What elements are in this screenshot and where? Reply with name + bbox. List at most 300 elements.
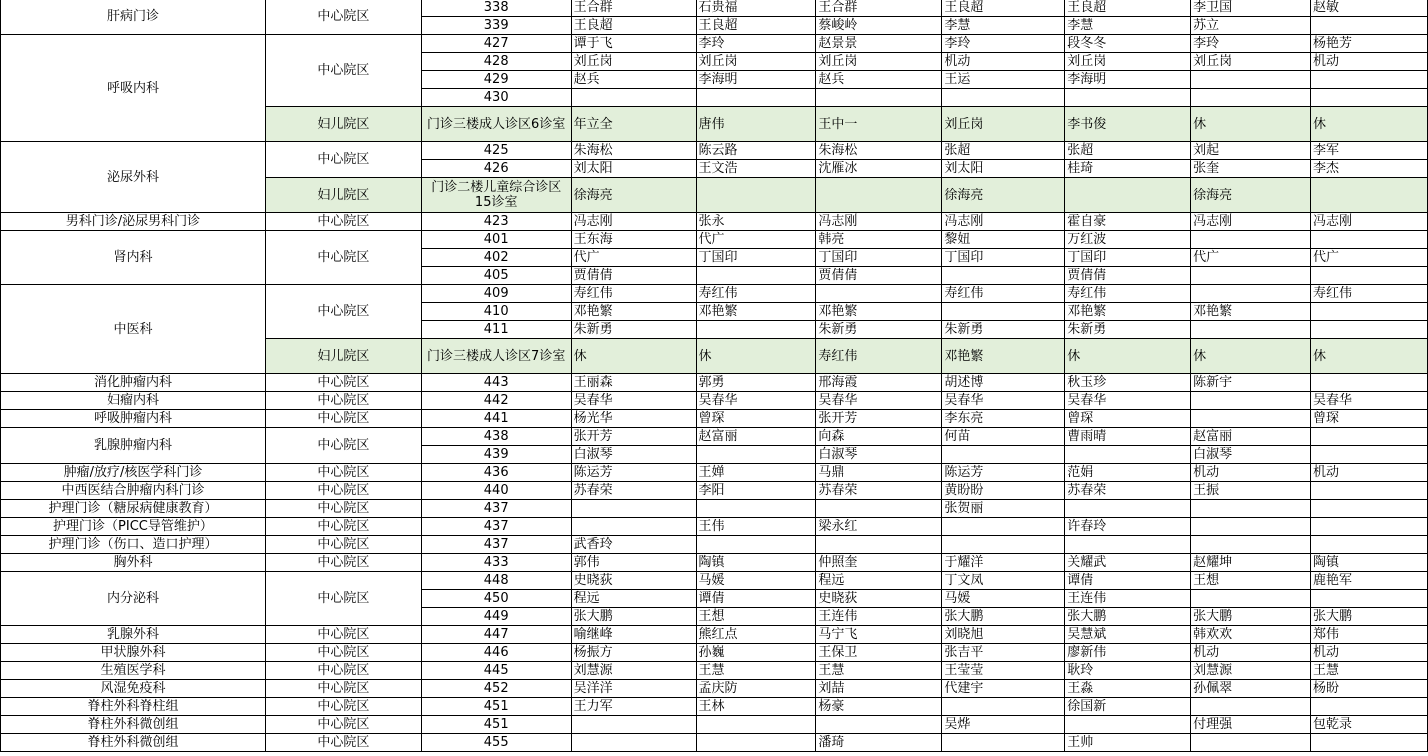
table-cell[interactable]: 中心院区: [265, 482, 421, 500]
table-cell[interactable]: 孙佩翠: [1191, 680, 1311, 698]
table-cell[interactable]: 王林: [696, 698, 816, 716]
table-cell[interactable]: 机动: [1311, 464, 1428, 482]
table-cell[interactable]: [571, 518, 696, 536]
table-cell[interactable]: 中心院区: [265, 536, 421, 554]
table-cell[interactable]: [1065, 716, 1191, 734]
table-cell[interactable]: 437: [421, 518, 571, 536]
table-cell[interactable]: [1191, 500, 1311, 518]
table-cell[interactable]: [942, 446, 1065, 464]
table-cell[interactable]: 中心院区: [265, 231, 421, 285]
table-cell[interactable]: 张吉平: [942, 644, 1065, 662]
table-cell[interactable]: [1311, 590, 1428, 608]
table-cell[interactable]: 休: [1065, 339, 1191, 374]
table-cell[interactable]: 王运: [942, 71, 1065, 89]
table-cell[interactable]: 中心院区: [265, 716, 421, 734]
table-cell[interactable]: 甲状腺外科: [1, 644, 266, 662]
table-cell[interactable]: 中心院区: [265, 734, 421, 752]
table-cell[interactable]: 中心院区: [265, 0, 421, 35]
table-cell[interactable]: [1311, 231, 1428, 249]
table-cell[interactable]: 邓艳繁: [571, 303, 696, 321]
table-cell[interactable]: 中心院区: [265, 213, 421, 231]
table-cell[interactable]: 胡述博: [942, 374, 1065, 392]
table-cell[interactable]: 张奎: [1191, 160, 1311, 178]
table-cell[interactable]: [942, 89, 1065, 107]
table-cell[interactable]: 王帅: [1065, 734, 1191, 752]
table-cell[interactable]: 徐国新: [1065, 698, 1191, 716]
table-cell[interactable]: [1311, 482, 1428, 500]
table-cell[interactable]: [1311, 536, 1428, 554]
table-cell[interactable]: 王文浩: [696, 160, 816, 178]
table-cell[interactable]: 朱海松: [571, 142, 696, 160]
table-cell[interactable]: 王想: [696, 608, 816, 626]
table-cell[interactable]: [1191, 89, 1311, 107]
table-cell[interactable]: 肝病门诊: [1, 0, 266, 35]
table-cell[interactable]: 刘喆: [816, 680, 942, 698]
table-cell[interactable]: 寿红伟: [816, 339, 942, 374]
table-cell[interactable]: 452: [421, 680, 571, 698]
table-cell[interactable]: 脊柱外科微创组: [1, 716, 266, 734]
table-cell[interactable]: 护理门诊（糖尿病健康教育）: [1, 500, 266, 518]
table-cell[interactable]: [696, 321, 816, 339]
table-cell[interactable]: [816, 500, 942, 518]
table-cell[interactable]: 李海明: [696, 71, 816, 89]
table-cell[interactable]: 脊柱外科微创组: [1, 734, 266, 752]
table-cell[interactable]: [571, 89, 696, 107]
table-cell[interactable]: [696, 446, 816, 464]
table-cell[interactable]: 代广: [1191, 249, 1311, 267]
table-cell[interactable]: 呼吸内科: [1, 35, 266, 142]
table-cell[interactable]: 喻继峰: [571, 626, 696, 644]
table-cell[interactable]: 休: [1311, 339, 1428, 374]
table-cell[interactable]: 王伟: [696, 518, 816, 536]
table-cell[interactable]: 455: [421, 734, 571, 752]
table-cell[interactable]: 曾琛: [696, 410, 816, 428]
table-cell[interactable]: 440: [421, 482, 571, 500]
table-cell[interactable]: 中心院区: [265, 35, 421, 107]
table-cell[interactable]: 441: [421, 410, 571, 428]
table-cell[interactable]: 寿红伟: [571, 285, 696, 303]
table-cell[interactable]: 张超: [942, 142, 1065, 160]
table-cell[interactable]: [1065, 178, 1191, 213]
table-cell[interactable]: 邓艳繁: [1191, 303, 1311, 321]
table-cell[interactable]: 433: [421, 554, 571, 572]
table-cell[interactable]: [942, 518, 1065, 536]
table-cell[interactable]: 刘太阳: [571, 160, 696, 178]
table-cell[interactable]: 428: [421, 53, 571, 71]
table-cell[interactable]: 436: [421, 464, 571, 482]
table-cell[interactable]: 中心院区: [265, 410, 421, 428]
table-cell[interactable]: 赵富丽: [696, 428, 816, 446]
table-cell[interactable]: [816, 285, 942, 303]
table-cell[interactable]: 中心院区: [265, 142, 421, 178]
table-cell[interactable]: [1311, 71, 1428, 89]
table-cell[interactable]: 肾内科: [1, 231, 266, 285]
table-cell[interactable]: 448: [421, 572, 571, 590]
table-cell[interactable]: 寿红伟: [696, 285, 816, 303]
table-cell[interactable]: 425: [421, 142, 571, 160]
table-cell[interactable]: 谭倩: [1065, 572, 1191, 590]
table-cell[interactable]: [1311, 500, 1428, 518]
table-cell[interactable]: 范娟: [1065, 464, 1191, 482]
table-cell[interactable]: 肿瘤/放疗/核医学科门诊: [1, 464, 266, 482]
table-cell[interactable]: 邓艳繁: [696, 303, 816, 321]
table-cell[interactable]: 王连伟: [1065, 590, 1191, 608]
table-cell[interactable]: 刘太阳: [942, 160, 1065, 178]
table-cell[interactable]: 中心院区: [265, 572, 421, 626]
table-cell[interactable]: 朱新勇: [942, 321, 1065, 339]
table-cell[interactable]: 赵景景: [816, 35, 942, 53]
table-cell[interactable]: 程远: [816, 572, 942, 590]
table-cell[interactable]: [1311, 374, 1428, 392]
table-cell[interactable]: 脊柱外科脊柱组: [1, 698, 266, 716]
table-cell[interactable]: 中心院区: [265, 464, 421, 482]
table-cell[interactable]: 妇儿院区: [265, 178, 421, 213]
table-cell[interactable]: [1065, 500, 1191, 518]
table-cell[interactable]: [816, 178, 942, 213]
table-cell[interactable]: [942, 698, 1065, 716]
table-cell[interactable]: 生殖医学科: [1, 662, 266, 680]
table-cell[interactable]: 446: [421, 644, 571, 662]
table-cell[interactable]: 蔡峻岭: [816, 17, 942, 35]
table-cell[interactable]: 张超: [1065, 142, 1191, 160]
table-cell[interactable]: 杨振方: [571, 644, 696, 662]
table-cell[interactable]: 于耀洋: [942, 554, 1065, 572]
table-cell[interactable]: [1191, 590, 1311, 608]
table-cell[interactable]: 刘慧源: [571, 662, 696, 680]
table-cell[interactable]: 朱海松: [816, 142, 942, 160]
table-cell[interactable]: 李慧: [942, 17, 1065, 35]
table-cell[interactable]: 李玲: [942, 35, 1065, 53]
table-cell[interactable]: 熊红点: [696, 626, 816, 644]
table-cell[interactable]: 韩欢欢: [1191, 626, 1311, 644]
table-cell[interactable]: 代建宇: [942, 680, 1065, 698]
table-cell[interactable]: 邢海霞: [816, 374, 942, 392]
table-cell[interactable]: 李玲: [696, 35, 816, 53]
table-cell[interactable]: 王良超: [571, 17, 696, 35]
table-cell[interactable]: 中心院区: [265, 662, 421, 680]
table-cell[interactable]: 杨光华: [571, 410, 696, 428]
table-cell[interactable]: 张大鹏: [571, 608, 696, 626]
table-cell[interactable]: [1191, 518, 1311, 536]
table-cell[interactable]: [816, 89, 942, 107]
table-cell[interactable]: 王良超: [1065, 0, 1191, 17]
table-cell[interactable]: 韩亮: [816, 231, 942, 249]
table-cell[interactable]: 423: [421, 213, 571, 231]
table-cell[interactable]: 437: [421, 500, 571, 518]
table-cell[interactable]: 刘晓旭: [942, 626, 1065, 644]
table-cell[interactable]: [1311, 446, 1428, 464]
table-cell[interactable]: [1065, 536, 1191, 554]
table-cell[interactable]: 泌尿外科: [1, 142, 266, 213]
table-cell[interactable]: 中心院区: [265, 428, 421, 464]
table-cell[interactable]: 刘丘岗: [1065, 53, 1191, 71]
table-cell[interactable]: 中心院区: [265, 500, 421, 518]
table-cell[interactable]: 426: [421, 160, 571, 178]
table-cell[interactable]: [1191, 231, 1311, 249]
table-cell[interactable]: 刘丘岗: [816, 53, 942, 71]
table-cell[interactable]: 405: [421, 267, 571, 285]
table-cell[interactable]: 赵兵: [571, 71, 696, 89]
table-cell[interactable]: 445: [421, 662, 571, 680]
table-cell[interactable]: 休: [1191, 107, 1311, 142]
table-cell[interactable]: [1065, 89, 1191, 107]
table-cell[interactable]: 赵敏: [1311, 0, 1428, 17]
table-cell[interactable]: 陈运芳: [571, 464, 696, 482]
table-cell[interactable]: 中西医结合肿瘤内科门诊: [1, 482, 266, 500]
table-cell[interactable]: 贾倩倩: [816, 267, 942, 285]
table-cell[interactable]: 武香玲: [571, 536, 696, 554]
table-cell[interactable]: 霍自豪: [1065, 213, 1191, 231]
table-cell[interactable]: 护理门诊（伤口、造口护理）: [1, 536, 266, 554]
table-cell[interactable]: [1311, 178, 1428, 213]
table-cell[interactable]: 王想: [1191, 572, 1311, 590]
table-cell[interactable]: 李慧: [1065, 17, 1191, 35]
table-cell[interactable]: 孙巍: [696, 644, 816, 662]
table-cell[interactable]: 王连伟: [816, 608, 942, 626]
table-cell[interactable]: 万红波: [1065, 231, 1191, 249]
table-cell[interactable]: 门诊三楼成人诊区6诊室: [421, 107, 571, 142]
table-cell[interactable]: 朱新勇: [571, 321, 696, 339]
table-cell[interactable]: [696, 734, 816, 752]
table-cell[interactable]: 王丽森: [571, 374, 696, 392]
table-cell[interactable]: 杨艳芳: [1311, 35, 1428, 53]
table-cell[interactable]: [696, 267, 816, 285]
table-cell[interactable]: [696, 178, 816, 213]
table-cell[interactable]: 谭倩: [696, 590, 816, 608]
table-cell[interactable]: 杨盼: [1311, 680, 1428, 698]
table-cell[interactable]: [1191, 698, 1311, 716]
table-cell[interactable]: [1191, 321, 1311, 339]
table-cell[interactable]: 风湿免疫科: [1, 680, 266, 698]
table-cell[interactable]: 中心院区: [265, 644, 421, 662]
table-cell[interactable]: 王莹莹: [942, 662, 1065, 680]
table-cell[interactable]: [1311, 303, 1428, 321]
table-cell[interactable]: 沈雁冰: [816, 160, 942, 178]
table-cell[interactable]: 410: [421, 303, 571, 321]
table-cell[interactable]: 王慧: [816, 662, 942, 680]
table-cell[interactable]: 郭伟: [571, 554, 696, 572]
table-cell[interactable]: 447: [421, 626, 571, 644]
table-cell[interactable]: [1311, 734, 1428, 752]
table-cell[interactable]: 曾琛: [1065, 410, 1191, 428]
table-cell[interactable]: 邓艳繁: [1065, 303, 1191, 321]
table-cell[interactable]: 郑伟: [1311, 626, 1428, 644]
table-cell[interactable]: 苏春荣: [816, 482, 942, 500]
table-cell[interactable]: [1311, 17, 1428, 35]
table-cell[interactable]: 437: [421, 536, 571, 554]
table-cell[interactable]: 曾琛: [1311, 410, 1428, 428]
table-cell[interactable]: 苏春荣: [1065, 482, 1191, 500]
table-cell[interactable]: 关耀武: [1065, 554, 1191, 572]
table-cell[interactable]: 男科门诊/泌尿男科门诊: [1, 213, 266, 231]
table-cell[interactable]: 王力军: [571, 698, 696, 716]
table-cell[interactable]: 徐海亮: [942, 178, 1065, 213]
table-cell[interactable]: 邓艳繁: [942, 339, 1065, 374]
table-cell[interactable]: 杨豪: [816, 698, 942, 716]
table-cell[interactable]: 吴春华: [942, 392, 1065, 410]
table-cell[interactable]: 中心院区: [265, 554, 421, 572]
table-cell[interactable]: 马媛: [942, 590, 1065, 608]
table-cell[interactable]: 丁国印: [696, 249, 816, 267]
table-cell[interactable]: 苏立: [1191, 17, 1311, 35]
table-cell[interactable]: 廖新伟: [1065, 644, 1191, 662]
table-cell[interactable]: 王慧: [1311, 662, 1428, 680]
table-cell[interactable]: 寿红伟: [1065, 285, 1191, 303]
table-cell[interactable]: 338: [421, 0, 571, 17]
table-cell[interactable]: 张大鹏: [1065, 608, 1191, 626]
table-cell[interactable]: 妇瘤内科: [1, 392, 266, 410]
table-cell[interactable]: 休: [1311, 107, 1428, 142]
table-cell[interactable]: 450: [421, 590, 571, 608]
table-cell[interactable]: 许春玲: [1065, 518, 1191, 536]
table-cell[interactable]: 包乾录: [1311, 716, 1428, 734]
table-cell[interactable]: 马宁飞: [816, 626, 942, 644]
table-cell[interactable]: [1191, 536, 1311, 554]
table-cell[interactable]: 吴春华: [696, 392, 816, 410]
table-cell[interactable]: [571, 734, 696, 752]
table-cell[interactable]: [816, 536, 942, 554]
table-cell[interactable]: 程远: [571, 590, 696, 608]
table-cell[interactable]: 黎妞: [942, 231, 1065, 249]
table-cell[interactable]: 寿红伟: [942, 285, 1065, 303]
table-cell[interactable]: 李杰: [1311, 160, 1428, 178]
table-cell[interactable]: 何苗: [942, 428, 1065, 446]
table-cell[interactable]: [1311, 267, 1428, 285]
table-cell[interactable]: 李阳: [696, 482, 816, 500]
table-cell[interactable]: 代广: [1311, 249, 1428, 267]
table-cell[interactable]: 王合群: [571, 0, 696, 17]
table-cell[interactable]: 段冬冬: [1065, 35, 1191, 53]
table-cell[interactable]: 白淑琴: [571, 446, 696, 464]
table-cell[interactable]: 吴春华: [1065, 392, 1191, 410]
table-cell[interactable]: 443: [421, 374, 571, 392]
table-cell[interactable]: 仲照奎: [816, 554, 942, 572]
table-cell[interactable]: 机动: [1311, 644, 1428, 662]
table-cell[interactable]: 向森: [816, 428, 942, 446]
table-cell[interactable]: 中心院区: [265, 626, 421, 644]
table-cell[interactable]: 王振: [1191, 482, 1311, 500]
table-cell[interactable]: 冯志刚: [1311, 213, 1428, 231]
table-cell[interactable]: 409: [421, 285, 571, 303]
table-cell[interactable]: [1191, 410, 1311, 428]
table-cell[interactable]: [1191, 267, 1311, 285]
table-cell[interactable]: [1311, 89, 1428, 107]
table-cell[interactable]: 吴春华: [571, 392, 696, 410]
table-cell[interactable]: [1191, 285, 1311, 303]
table-cell[interactable]: 张开芳: [571, 428, 696, 446]
table-cell[interactable]: 402: [421, 249, 571, 267]
table-cell[interactable]: 曹雨晴: [1065, 428, 1191, 446]
table-cell[interactable]: 401: [421, 231, 571, 249]
table-cell[interactable]: 中心院区: [265, 285, 421, 339]
table-cell[interactable]: 刘丘岗: [571, 53, 696, 71]
table-cell[interactable]: 门诊三楼成人诊区7诊室: [421, 339, 571, 374]
table-cell[interactable]: 冯志刚: [1191, 213, 1311, 231]
table-cell[interactable]: 刘慧源: [1191, 662, 1311, 680]
table-cell[interactable]: 鹿艳军: [1311, 572, 1428, 590]
table-cell[interactable]: 代广: [571, 249, 696, 267]
table-cell[interactable]: 白淑琴: [816, 446, 942, 464]
table-cell[interactable]: 吴烨: [942, 716, 1065, 734]
table-cell[interactable]: 陈运芳: [942, 464, 1065, 482]
table-cell[interactable]: 休: [696, 339, 816, 374]
table-cell[interactable]: 吴春华: [1311, 392, 1428, 410]
table-cell[interactable]: [571, 716, 696, 734]
table-cell[interactable]: 张开芳: [816, 410, 942, 428]
table-cell[interactable]: 冯志刚: [816, 213, 942, 231]
table-cell[interactable]: 白淑琴: [1191, 446, 1311, 464]
table-cell[interactable]: 449: [421, 608, 571, 626]
table-cell[interactable]: 机动: [1311, 53, 1428, 71]
table-cell[interactable]: 年立全: [571, 107, 696, 142]
table-cell[interactable]: 李军: [1311, 142, 1428, 160]
table-cell[interactable]: 机动: [1191, 644, 1311, 662]
table-cell[interactable]: 马鼎: [816, 464, 942, 482]
table-cell[interactable]: 付理强: [1191, 716, 1311, 734]
table-cell[interactable]: 王良超: [942, 0, 1065, 17]
table-cell[interactable]: 妇儿院区: [265, 107, 421, 142]
table-cell[interactable]: 李海明: [1065, 71, 1191, 89]
table-cell[interactable]: 王慧: [696, 662, 816, 680]
table-cell[interactable]: 陈云路: [696, 142, 816, 160]
table-cell[interactable]: 代广: [696, 231, 816, 249]
table-cell[interactable]: [571, 500, 696, 518]
table-cell[interactable]: 梁永红: [816, 518, 942, 536]
table-cell[interactable]: [1191, 392, 1311, 410]
table-cell[interactable]: 438: [421, 428, 571, 446]
table-cell[interactable]: 张永: [696, 213, 816, 231]
table-cell[interactable]: 丁国印: [816, 249, 942, 267]
table-cell[interactable]: 消化肿瘤内科: [1, 374, 266, 392]
table-cell[interactable]: 吴洋洋: [571, 680, 696, 698]
table-cell[interactable]: 石贵福: [696, 0, 816, 17]
table-cell[interactable]: [942, 734, 1065, 752]
table-cell[interactable]: 寿红伟: [1311, 285, 1428, 303]
table-cell[interactable]: 中心院区: [265, 680, 421, 698]
table-cell[interactable]: 邓艳繁: [816, 303, 942, 321]
table-cell[interactable]: [696, 89, 816, 107]
table-cell[interactable]: [1311, 698, 1428, 716]
table-cell[interactable]: 中心院区: [265, 518, 421, 536]
table-cell[interactable]: 刘丘岗: [696, 53, 816, 71]
table-cell[interactable]: 黄盼盼: [942, 482, 1065, 500]
table-cell[interactable]: 王中一: [816, 107, 942, 142]
table-cell[interactable]: 郭勇: [696, 374, 816, 392]
table-cell[interactable]: 史晓荻: [571, 572, 696, 590]
table-cell[interactable]: 陈新宇: [1191, 374, 1311, 392]
table-cell[interactable]: 徐海亮: [1191, 178, 1311, 213]
table-cell[interactable]: 机动: [942, 53, 1065, 71]
table-cell[interactable]: 马媛: [696, 572, 816, 590]
table-cell[interactable]: 孟庆防: [696, 680, 816, 698]
table-cell[interactable]: 中心院区: [265, 374, 421, 392]
table-cell[interactable]: 王良超: [696, 17, 816, 35]
table-cell[interactable]: [816, 716, 942, 734]
table-cell[interactable]: 刘丘岗: [942, 107, 1065, 142]
table-cell[interactable]: 徐海亮: [571, 178, 696, 213]
table-cell[interactable]: 丁文凤: [942, 572, 1065, 590]
table-cell[interactable]: 339: [421, 17, 571, 35]
table-cell[interactable]: 451: [421, 716, 571, 734]
table-cell[interactable]: [942, 303, 1065, 321]
table-cell[interactable]: [696, 536, 816, 554]
table-cell[interactable]: [942, 267, 1065, 285]
table-cell[interactable]: 李卫国: [1191, 0, 1311, 17]
table-cell[interactable]: 赵兵: [816, 71, 942, 89]
table-cell[interactable]: 休: [571, 339, 696, 374]
table-cell[interactable]: 休: [1191, 339, 1311, 374]
table-cell[interactable]: 机动: [1191, 464, 1311, 482]
